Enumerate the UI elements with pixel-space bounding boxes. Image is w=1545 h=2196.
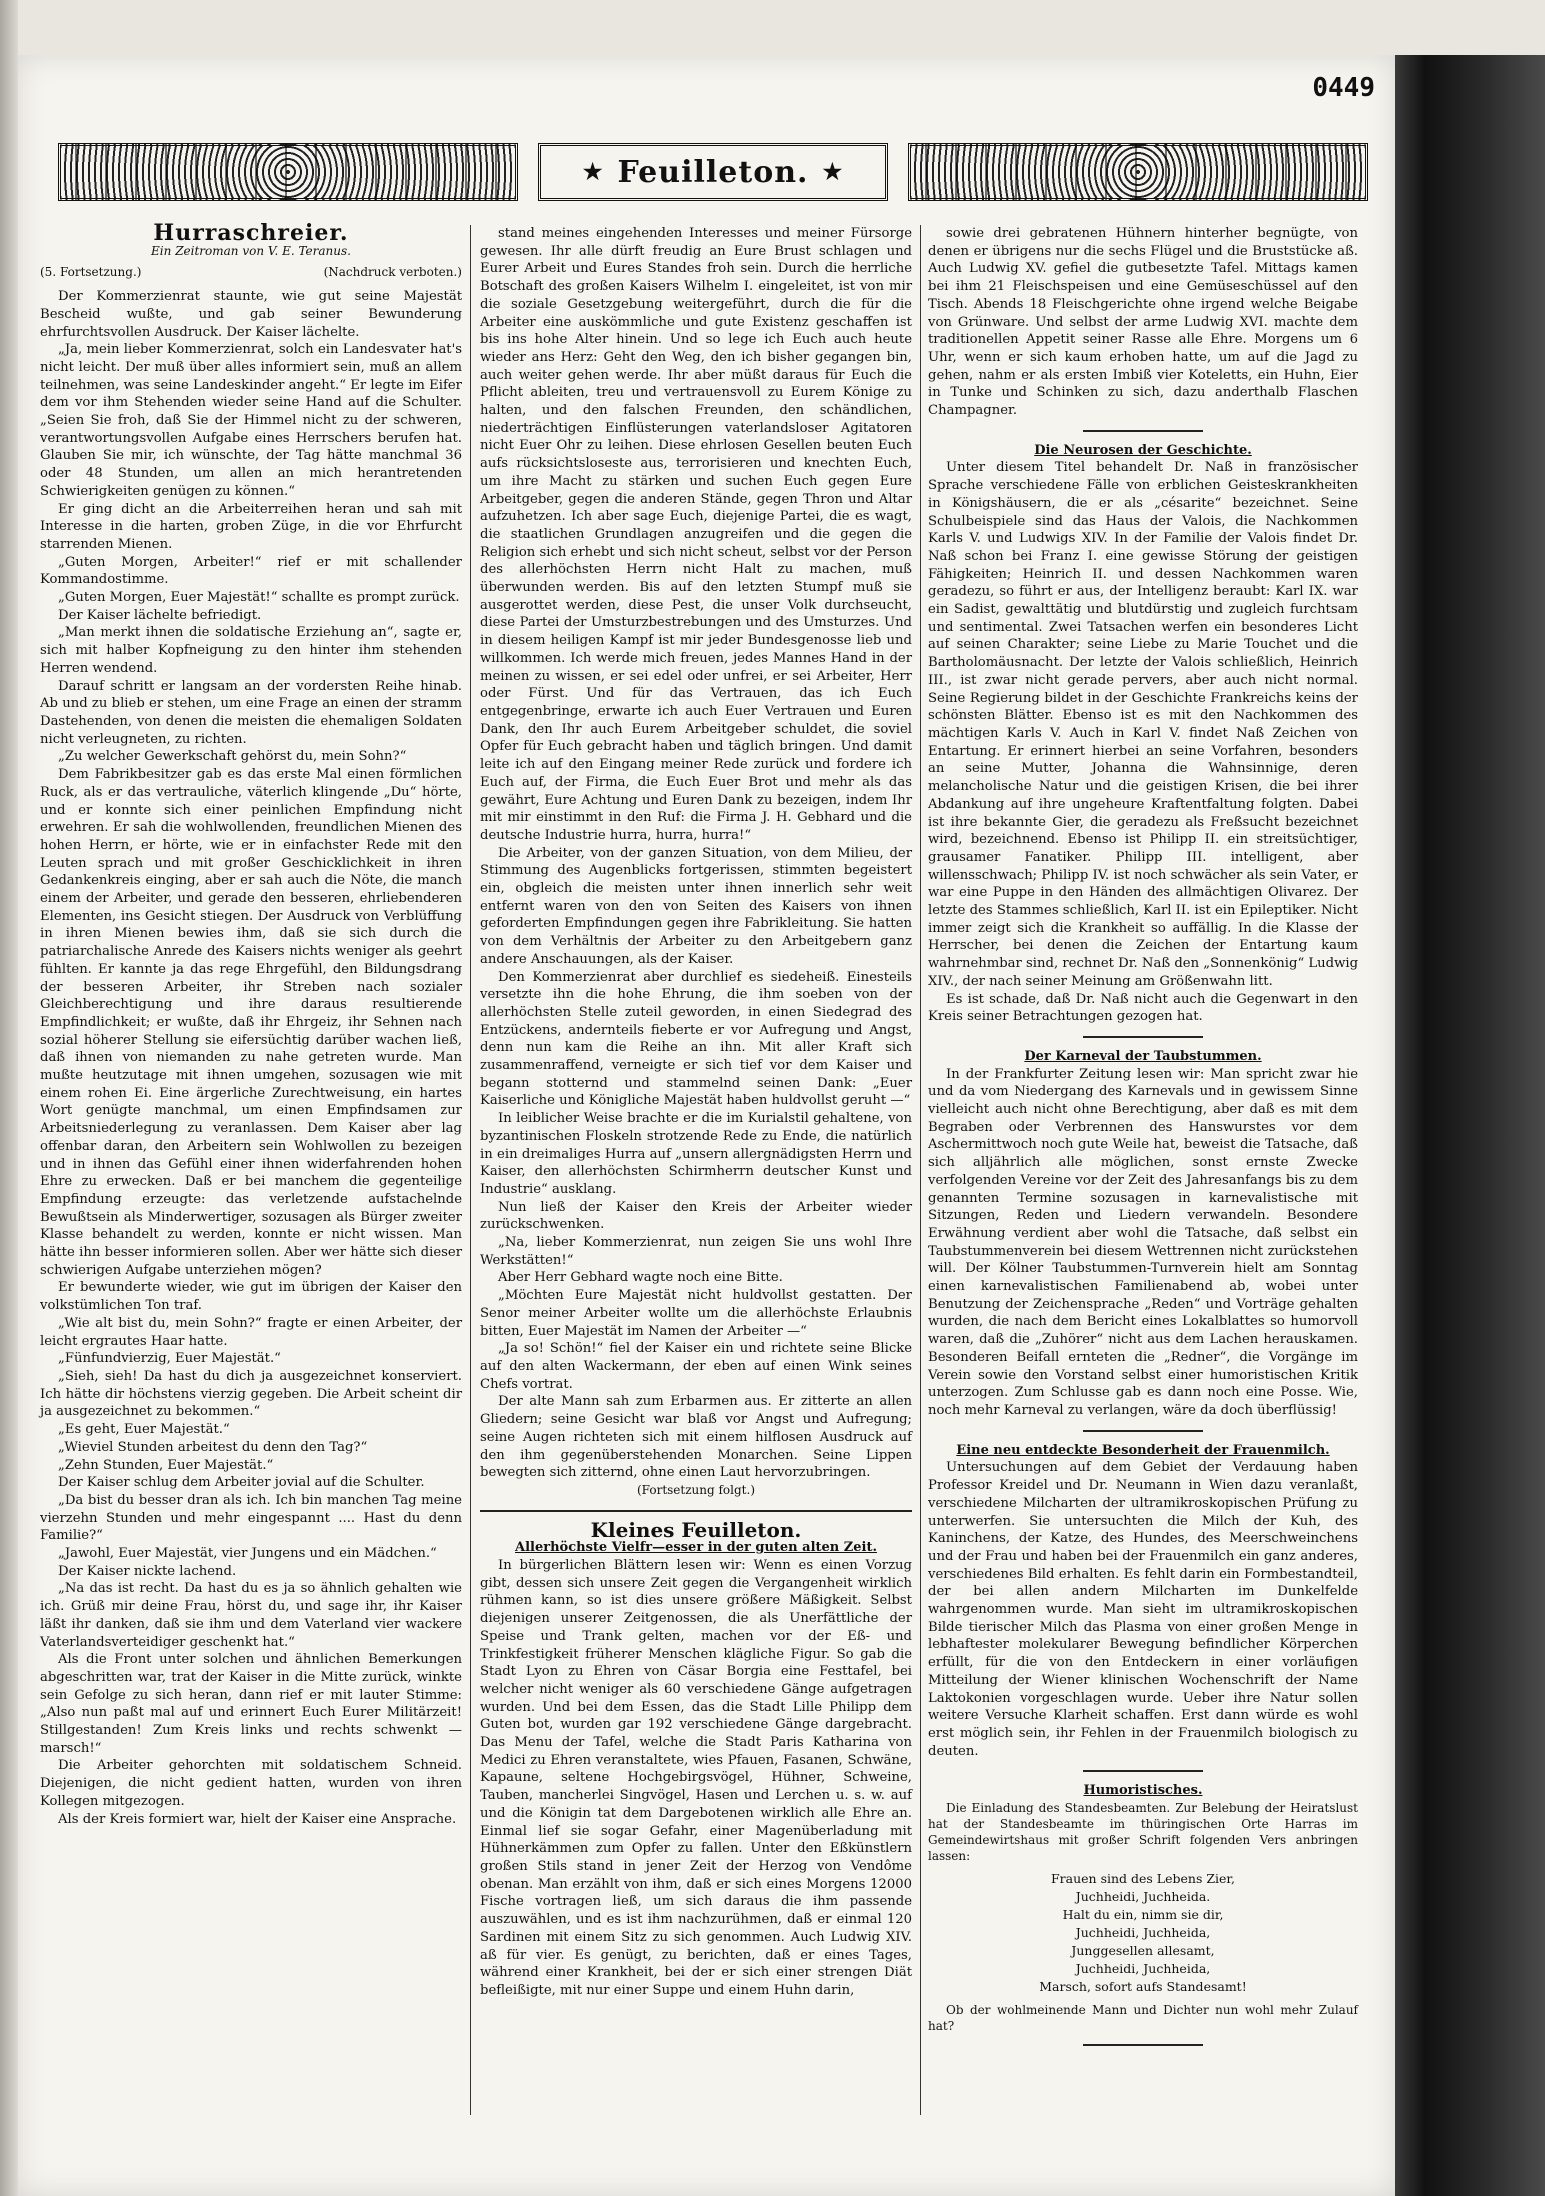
paragraph: „Ja, mein lieber Kommerzienrat, solch ein Landesvater hat's nicht leicht. Der muß über alles informiert sein, muß an allem teilnehmen, was seine Landeskinder angeht.“ Er legte im Eifer dem vor ihm Stehenden wieder seine Hand auf die Schulter. „Seien Sie froh, daß Sie der Himmel nicht zu der schweren, verantwortungsvollen Aufgabe eines Herrschers berufen hat. Glauben Sie mir, ich wünschte, der Tag hätte manchmal 36 oder 48 Stunden, um allen an mich herantretenden Schwierigkeiten genügen zu können.“	[40, 342, 462, 499]
paragraph: „Fünfundvierzig, Euer Majestät.“	[58, 1351, 281, 1367]
paragraph: Untersuchungen auf dem Gebiet der Verdauung haben Professor Kreidel und Dr. Neumann in Wien dazu veranlaßt, verschiedene Milcharten der ultramikroskopischen Prüfung zu unterwerfen. Sie untersuchten die Milch der Kuh, des Kaninchens, der Katze, des Hundes, des Meerschweinchens und der Frau und haben bei der Frauenmilch ein ganz anderes, verschiedenes Bild erhalten. Es fehlt darin ein Formbestandteil, der bei allen andern Milcharten im Dunkelfelde wahrgenommen wurde. Man sieht im ultramikroskopischen Bilde tierischer Milch das Plasma von einer großen Menge in lebhaftester molekularer Bewegung befindlicher Körperchen erfüllt, für die von den Entdeckern in einer vorläufigen Mitteilung der Wiener klinischen Wochenschrift der Name Laktokonien vorgeschlagen wurde. Ueber ihre Natur sollen weitere Versuche Klarheit schaffen. Erst dann würde es wohl erst möglich sein, ihr Fehlen in der Frauenmilch biologisch zu deuten.	[928, 1460, 1358, 1759]
paragraph: Die Arbeiter gehorchten mit soldatischem Schneid. Diejenigen, die nicht gedient hatten, wurden von ihren Kollegen mitgezogen.	[40, 1758, 462, 1809]
paragraph: „Möchten Eure Majestät nicht huldvollst gestatten. Der Senor meiner Arbeiter wollte um die allerhöchste Erlaubnis bitten, Euer Majestät im Namen der Arbeiter —“	[480, 1288, 912, 1339]
scan-edge-right	[1395, 55, 1545, 2196]
paragraph: „Es geht, Euer Majestät.“	[58, 1422, 230, 1438]
paragraph: „Guten Morgen, Arbeiter!“ rief er mit schallender Kommandostimme.	[40, 554, 462, 588]
column-2	[480, 225, 912, 2000]
story-byline: Ein Zeitroman von V. E. Teranus.	[151, 243, 351, 258]
paragraph: In leiblicher Weise brachte er die im Kurialstil gehaltene, von byzantinischen Floskeln strotzende Rede zu Ende, die natürlich in ein dreimaliges Hurra auf „unsern allergnädigsten Herrn und Kaiser, den allerhöchsten Schirmherrn deutscher Kunst und Industrie“ ausklang.	[480, 1111, 912, 1197]
poem-line: Marsch, sofort aufs Standesamt!	[1039, 1979, 1247, 1995]
poem-line: Halt du ein, nimm sie dir,	[1062, 1907, 1224, 1923]
article-title: Eine neu entdeckte Besonderheit der Frauenmilch.	[956, 1442, 1330, 1458]
paragraph: „Da bist du besser dran als ich. Ich bin manchen Tag meine vierzehn Stunden und mehr eingespannt .... Hast du denn Familie?“	[40, 1492, 462, 1544]
paragraph: „Na das ist recht. Da hast du es ja so ähnlich gehalten wie ich. Grüß mir deine Frau, hörst du, und sage ihr, ihr Kaiser läßt ihr danken, daß sie ihm und dem Vaterland vier wackere Vaterlandsverteidiger geschenkt hat.“	[40, 1581, 462, 1650]
paragraph: In der Frankfurter Zeitung lesen wir: Man spricht zwar hie und da vom Niedergang des Karnevals und in gewissem Sinne vielleicht auch nicht ohne Berechtigung, aber daß es mit dem Begraben oder Verbrennen des Hanswurstes vor dem Aschermittwoch noch gute Weile hat, beweist die Tatsache, daß sich alljährlich alle möglichen, sonst ernste Zwecke verfolgenden Vereine vor der Zeit des Jahresanfangs bis zu dem genannten Termine sozusagen in karnevalistische mit Sitzungen, Reden und Liedern verwandeln. Besondere Erwähnung verdient aber wohl die Tatsache, daß selbst ein Taubstummenverein bei diesem Wettrennen nicht zurückstehen will. Der Kölner Taubstummen-Turnverein hielt am Sonntag einen karnevalistischen Familienabend ab, wobei unter Benutzung der Zeichensprache „Reden“ und Vorträge gehalten wurden, die nach dem Bericht eines Lokalblattes so humorvoll waren, daß die „Zuhörer“ nicht aus dem Lachen herauskamen. Besonderen Beifall ernteten die „Redner“, die Vorgänge im Verein sowie den Vorstand selbst einer humoristischen Kritik unterzogen. Zum Schlusse gab es dann noch eine Posse. Wie, noch mehr Karneval zu verlangen, wäre da doch überflüssig!	[928, 1066, 1358, 1418]
paragraph: Als die Front unter solchen und ähnlichen Bemerkungen abgeschritten war, trat der Kaiser in die Mitte zurück, winkte sein Gefolge zu sich heran, dann rief er mit lauter Stimme: „Also nun paßt mal auf und erinnert Euch Eurer Militärzeit! Stillgestanden! Zum Kreis links und rechts schwenkt — marsch!“	[40, 1652, 462, 1756]
poem-line: Frauen sind des Lebens Zier,	[1051, 1871, 1235, 1887]
paragraph: „Sieh, sieh! Da hast du dich ja ausgezeichnet konserviert. Ich hätte dir höchstens vierzig gegeben. Die Arbeit scheint dir ja ausgezeichnet zu bekommen.“	[40, 1369, 462, 1420]
paragraph: „Wie alt bist du, mein Sohn?“ fragte er einen Arbeiter, der leicht ergrautes Haar hatte.	[40, 1315, 462, 1349]
paragraph: Der alte Mann sah zum Erbarmen aus. Er zitterte an allen Gliedern; seine Gesicht war blaß vor Angst und Aufregung; seine Augen richteten sich mit einem hilflosen Ausdruck auf den ihm gegenüberstehenden Monarchen. Seine Lippen bewegten sich zitternd, ohne einen Laut hervorzubringen.	[480, 1394, 912, 1481]
paragraph: Als der Kreis formiert war, hielt der Kaiser eine Ansprache.	[58, 1811, 457, 1827]
section-divider	[1083, 1430, 1203, 1432]
section-divider	[1083, 1036, 1203, 1038]
paragraph: Die Einladung des Standesbeamten. Zur Belebung der Heiratslust hat der Standesbeamte im thüringischen Orte Harras im Gemeindewirtshaus mit großer Schrift folgenden Vers anbringen lassen:	[928, 1801, 1358, 1864]
poem-line: Juchheidi, Juchheida.	[1075, 1889, 1211, 1905]
article-title: Die Neurosen der Geschichte.	[1034, 442, 1252, 458]
newspaper-page	[18, 55, 1395, 2196]
kleines-feuilleton-title: Kleines Feuilleton.	[590, 1517, 802, 1542]
paragraph: In bürgerlichen Blättern lesen wir: Wenn es einen Vorzug gibt, dessen sich unsere Zeit gegen die Vergangenheit wirklich rühmen kann, so ist dies unsere größere Mäßigkeit. Selbst diejenigen unserer Zeitgenossen, die als Unerfättliche der Speise und Trank gelten, machen vor der Eß- und Trinkfestigkeit früherer Menschen klägliche Figur. So gab die Stadt Lyon zu Ehren von Cäsar Borgia eine Festtafel, bei welcher nicht weniger als 60 verschiedene Gänge aufgetragen wurden. Und bei dem Essen, das die Stadt Lille Philipp dem Guten bot, wurden gar 192 verschiedene Gänge dargebracht. Das Menu der Tafel, welche die Stadt Paris Katharina von Medici zu Ehren veranstaltete, wies Pfauen, Fasanen, Schwäne, Kapaune, seltene Hochgebirgsvögel, Hühner, Schweine, Tauben, mancherlei Singvögel, Hasen und Lerchen u. s. w. auf und die Königin tat dem Dargebotenen wirklich alle Ehre an. Einmal lief sie sogar Gefahr, einer Magenüberladung mit Hühnerkämmen zum Opfer zu fallen. Unter den Eßkünstlern großen Stils stand in jener Zeit der Herzog von Vendôme obenan. Man erzählt von ihm, daß er sich eines Morgens 12000 Fische vortragen ließ, um sich daraus die ihm passende auszuwählen, und es ist ihm nachzurühmen, daß er einmal 120 Sardinen mit einem Sitz zu sich genommen. Auch Ludwig XIV. aß für vier. Es genügt, zu berichten, daß er eines Tages, während einer Krankheit, bei der er sich einer strengen Diät befleißigte, mit nur einer Suppe und einem Huhn darin,	[480, 1558, 912, 1998]
column-3	[928, 225, 1358, 2056]
story-title: Hurraschreier.	[153, 220, 349, 246]
section-divider	[1083, 430, 1203, 432]
paragraph: Er bewunderte wieder, wie gut im übrigen der Kaiser den volkstümlichen Ton traf.	[40, 1280, 462, 1314]
section-divider	[1083, 2044, 1203, 2046]
paragraph: Aber Herr Gebhard wagte noch eine Bitte.	[498, 1270, 783, 1286]
masthead-title: Feuilleton.	[617, 154, 809, 190]
column-rule	[470, 225, 471, 2115]
article-title: Allerhöchste Vielfr—esser in der guten alten Zeit.	[515, 1540, 877, 1556]
paragraph: „Jawohl, Euer Majestät, vier Jungens und ein Mädchen.“	[58, 1546, 437, 1562]
paragraph: Der Kaiser schlug dem Arbeiter jovial auf die Schulter.	[58, 1475, 425, 1491]
paragraph: Unter diesem Titel behandelt Dr. Naß in französischer Sprache verschiedene Fälle von erblichen Geisteskrankheiten in Königshäusern, die er als „césarite“ bezeichnet. Seine Schulbeispiele sind das Haus der Valois, die Nachkommen Karls V. und Ludwigs XIV. In der Familie der Valois findet Dr. Naß schon bei Franz I. eine gewisse Störung der geistigen Fähigkeiten; Heinrich II. und dessen Nachkommen waren geradezu, so führt er aus, der Intelligenz beraubt: Karl IX. war ein Sadist, gewalttätig und blutdürstig und zugleich furchtsam und sentimental. Zwei Tatsachen werfen ein besonderes Licht auf seinen Charakter; seine Liebe zu Marie Touchet und die Bartholomäusnacht. Der letzte der Valois schließlich, Heinrich III., ist zwar nicht gerade pervers, aber auch nicht normal. Seine Regierung bildet in der Geschichte Frankreichs keins der schönsten Blätter. Ebenso ist es mit den Nachkommen des mächtigen Karls V. Auch in Karl V. findet Naß Zeichen von Entartung. Er erinnert hierbei an seine Vorfahren, besonders an seine Mutter, Johanna die Wahnsinnige, deren melancholische Natur und die geistigen Krisen, die bei ihrer Abdankung auf ihre ungeheure Kraftentfaltung folgten. Dabei ist ihre bekannte Gier, die geradezu als Freßsucht bezeichnet wird, bezeichnend. Ebenso ist Philipp II. ein streitsüchtiger, grausamer Fanatiker. Philipp III. intelligent, aber willensschwach; Philipp IV. ist noch schwächer als sein Vater, er war eine Puppe in den Händen des allmächtigen Olivarez. Der letzte des Stammes schließlich, Karl II. ist ein Epileptiker. Nicht immer zeigt sich die Krankheit so auffällig. In die Klasse der Herrscher, bei denen die Zeichen der Entartung kaum wahrnehmbar sind, rechnet Dr. Naß den „Sonnenkönig“ Ludwig XIV., der nach seiner Meinung am Größenwahn litt.	[928, 460, 1359, 989]
section-divider	[480, 1510, 912, 1512]
scan-edge-left	[0, 0, 18, 2196]
paragraph: Ob der wohlmeinende Mann und Dichter nun wohl mehr Zulauf hat?	[928, 2003, 1358, 2034]
paragraph: „Zehn Stunden, Euer Majestät.“	[58, 1457, 274, 1473]
column-rule	[920, 225, 921, 2115]
paragraph: Der Kaiser nickte lachend.	[58, 1563, 237, 1579]
paragraph: „Man merkt ihnen die soldatische Erziehung an“, sagte er, sich mit halber Kopfneigung zu den hinter ihm stehenden Herren wendend.	[40, 625, 462, 676]
page-number: 0449	[1312, 73, 1375, 103]
reprint-notice: (Nachdruck verboten.)	[323, 265, 462, 280]
section-divider	[1083, 1770, 1203, 1772]
star-icon: ★	[822, 159, 844, 185]
paragraph: Die Arbeiter, von der ganzen Situation, von dem Milieu, der Stimmung des Augenblicks fortgerissen, stimmten begeistert ein, obgleich die meisten unter ihnen innerlich sehr weit entfernt waren von den von Seiten des Kaisers von ihnen geforderten Empfindungen gegen ihre Fabrikleitung. Sie hatten von dem Verhältnis der Arbeiter zu den Arbeitgebern ganz andere Anschauungen, als der Kaiser.	[480, 845, 912, 967]
poem-line: Junggesellen allesamt,	[1071, 1943, 1215, 1959]
paragraph: Er ging dicht an die Arbeiterreihen heran und sah mit Interesse in die harten, groben Züge, in die vor Ehrfurcht starrenden Mienen.	[40, 501, 462, 552]
paragraph: Dem Fabrikbesitzer gab es das erste Mal einen förmlichen Ruck, als er das vertrauliche, väterlich klingende „Du“ hörte, und er konnte sich einer peinlichen Empfindung nicht erwehren. Er sah die wohlwollenden, freundlichen Mienen des hohen Herrn, er hörte, wie er in einfachster Rede mit den Leuten sprach und mit großer Geschicklichkeit in ihren Gedankenkreis einging, aber er sah auch die Nöte, die manch einem der Arbeiter, und gerade den besseren, ehrliebenderen Elementen, ins Gesicht stiegen. Der Ausdruck von Verblüffung in ihren Mienen bewies ihm, daß sie sich durch die patriarchalische Anrede des Kaisers nichts weniger als geehrt fühlten. Er kannte ja das rege Ehrgefühl, den Bildungsdrang der besseren Arbeiter, ihr Streben nach sozialer Gleichberechtigung und ihre daraus resultierende Empfindlichkeit; er wußte, daß ihr Ehrgeiz, ihr Sehnen nach sozial höherer Stellung sie eifersüchtig darüber wachen ließ, daß ihnen von niemanden zu nahe getreten wurde. Man mußte heutzutage mit ihnen umgehen, sozusagen wie mit einem rohen Ei. Eine ärgerliche Zurechtweisung, ein hartes Wort genügte manchmal, um einen Empfindsamen zur Arbeitsniederlegung zu veranlassen. Dem Kaiser aber lag offenbar daran, den Arbeitern sein Wohlwollen zu bezeigen und in ihnen das Gefühl einer ihnen widerfahrenden hohen Ehre zu erwecken. Daß er bei manchem die gegenteilige Empfindung erzeugte: das verletzende aufstachelnde Bewußtsein als Minderwertiger, sozusagen als Bürger zweiter Klasse behandelt zu werden, konnte er nicht wissen. Man hätte ihn besser informieren sollen. Aber wer hätte sich dieser schwierigen Aufgabe unterziehen mögen?	[40, 767, 462, 1278]
ornament-right	[908, 143, 1368, 201]
paragraph: Der Kaiser lächelte befriedigt.	[58, 607, 262, 623]
paragraph: Den Kommerzienrat aber durchlief es siedeheiß. Einesteils versetzte ihn die hohe Ehrung, die ihm soeben von der allerhöchsten Stelle zuteil geworden, in einen Siedegrad des Entzückens, andernteils fieberte er vor Aufregung und Angst, denn nun kam die Reihe an ihn. Mit aller Kraft sich zusammenraffend, verneigte er sich tief vor dem Kaiser und begann stotternd und stammelnd seinen Dank: „Euer Kaiserliche und Königliche Majestät haben huldvollst geruht —“	[480, 969, 912, 1109]
star-icon: ★	[582, 159, 604, 185]
paragraph: „Zu welcher Gewerkschaft gehörst du, mein Sohn?“	[58, 749, 407, 765]
paragraph: „Na, lieber Kommerzienrat, nun zeigen Sie uns wohl Ihre Werkstätten!“	[480, 1235, 912, 1268]
paragraph: sowie drei gebratenen Hühnern hinterher begnügte, von denen er übrigens nur die sechs Flügel und die Bruststücke aß. Auch Ludwig XV. gefiel die gutbesetzte Tafel. Mittags kamen bei ihm 21 Fleischspeisen und eine Gemüseschüssel auf den Tisch. Abends 18 Fleischgerichte ohne irgend welche Beigabe von Grünware. Und selbst der arme Ludwig XVI. machte dem traditionellen Appetit seiner Rasse alle Ehre. Morgens um 6 Uhr, wenn er sich kaum erhoben hatte, um auf die Jagd zu gehen, nahm er als ersten Imbiß vier Koteletts, ein Huhn, Eier in Tunke und Schinken zu sich, dazu anderthalb Flaschen Champagner.	[928, 226, 1358, 419]
poem-line: Juchheidi, Juchheida,	[1075, 1961, 1211, 1977]
column-1	[40, 220, 462, 1828]
paragraph: „Guten Morgen, Euer Majestät!“ schallte es prompt zurück.	[58, 590, 460, 606]
poem	[928, 1870, 1358, 1996]
paragraph: „Wieviel Stunden arbeitest du denn den Tag?“	[58, 1439, 368, 1455]
article-title: Humoristisches.	[1083, 1783, 1203, 1799]
ornament-left	[58, 143, 518, 201]
paragraph: Nun ließ der Kaiser den Kreis der Arbeiter wieder zurückschwenken.	[480, 1199, 912, 1233]
paragraph: Darauf schritt er langsam an der vordersten Reihe hinab. Ab und zu blieb er stehen, um eine Frage an einen der stramm Dastehenden, von denen die meisten die ehemaligen Soldaten nicht verleugneten, zu richten.	[40, 678, 462, 747]
article-title: Der Karneval der Taubstummen.	[1024, 1048, 1262, 1064]
paragraph: Es ist schade, daß Dr. Naß nicht auch die Gegenwart in den Kreis seiner Betrachtungen gezogen hat.	[928, 991, 1358, 1025]
masthead-title-box	[538, 143, 888, 201]
poem-line: Juchheidi, Juchheida,	[1075, 1925, 1211, 1941]
serial-part: (5. Fortsetzung.)	[40, 265, 142, 280]
paragraph: stand meines eingehenden Interesses und meiner Fürsorge gewesen. Ihr alle dürft freudig an Eure Brust schlagen und Eurer Arbeit und Eures Standes froh sein. Durch die herrliche Botschaft des großen Kaisers Wilhelm I. eingeleitet, ist von mir die soziale Gesetzgebung weitergeführt, durch die für die Arbeiter eine auskömmliche und gute Existenz geschaffen ist bis ins hohe Alter hinein. Und so lege ich Euch auch heute wieder ans Herz: Geht den Weg, den ich bisher gegangen bin, auch weiter gehen werde. Ihr aber müßt daraus für Euch die Pflicht ableiten, treu und vertrauensvoll zu Eurem Könige zu halten, und den falschen Freunden, den schändlichen, niederträchtigen Einflüsterungen vaterlandsloser Agitatoren nicht Euer Ohr zu leihen. Diese ehrlosen Gesellen beuten Euch aufs rücksichtsloseste aus, terrorisieren und knechten Euch, um ihre Macht zu stärken und suchen Euch gegen Eure Arbeitgeber, gegen die anderen Stände, gegen Thron und Altar aufzuhetzen. Ich aber sage Euch, diejenige Partei, die es wagt, die staatlichen Grundlagen anzugreifen und die gegen die Religion sich erhebt und sich nicht scheut, selbst vor der Person des allerhöchsten Herrn nicht Halt zu machen, muß überwunden werden. Bis auf den letzten Stumpf muß sie ausgerottet werden, diese Pest, die unser Volk durchseucht, diese Partei der Umsturzbestrebungen und des Umsturzes. Und in diesem heiligen Kampf ist mir jeder Bundesgenosse lieb und willkommen. Ich werde mich freuen, jedes Mannes Hand in der meinen zu wissen, er sei edel oder unfrei, er sei Arbeiter, Herr oder Fürst. Und für das Vertrauen, das ich Euch entgegenbringe, erwarte ich auch Euer Vertrauen und Euren Dank, den Ihr auch Eurem Arbeitgeber schuldet, die soviel Opfer für Euch gebracht haben und täglich bringen. Und damit leite ich auf den Eingang meiner Rede zurück und fordere ich Euch auf, der Firma, die Euch Euer Brot und mehr als das gewährt, Eure Achtung und Euren Dank zu bezeigen, indem Ihr mit mir einstimmt in den Ruf: die Firma J. H. Gebhard und die deutsche Industrie hurra, hurra, hurra!“	[480, 226, 912, 843]
continued-notice: (Fortsetzung folgt.)	[637, 1482, 755, 1497]
serial-info	[40, 264, 462, 282]
paragraph: Der Kommerzienrat staunte, wie gut seine Majestät Bescheid wußte, und gab seiner Bewunderung ehrfurchtsvollen Ausdruck. Der Kaiser lächelte.	[40, 289, 462, 340]
paragraph: „Ja so! Schön!“ fiel der Kaiser ein und richtete seine Blicke auf den alten Wackermann, der eben auf einen Wink seines Chefs vortrat.	[480, 1341, 912, 1392]
masthead	[58, 143, 1368, 203]
